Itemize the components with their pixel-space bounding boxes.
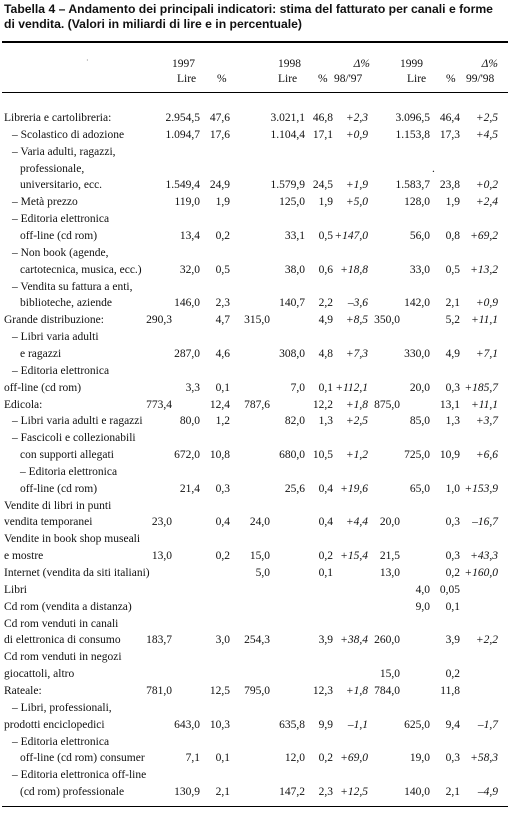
- cell-a: 146,0: [174, 297, 200, 310]
- cell-h: +69,2: [470, 230, 498, 242]
- cell-d: 1,9: [318, 196, 333, 209]
- cell-e: +1,8: [345, 684, 368, 697]
- header-lire-1998: Lire: [278, 73, 298, 85]
- table-row: [0, 767, 510, 783]
- cell-b: 0,4: [215, 516, 230, 529]
- table-row: [0, 430, 510, 446]
- cell-f0: 784,0: [374, 684, 400, 697]
- cell-d: 17,1: [312, 128, 333, 141]
- cell-f: 19,0: [409, 752, 430, 765]
- cell-h: +58,3: [470, 752, 498, 765]
- row-label: professionale,: [20, 162, 85, 175]
- row-label: – Libri varia adulti e ragazzi: [12, 415, 143, 428]
- row-label: Vendite in book shop museali: [4, 533, 141, 546]
- cell-d: 9,9: [318, 718, 333, 731]
- table-row: [0, 666, 510, 682]
- cell-h: +7,1: [475, 347, 498, 360]
- cell-b: 12,5: [209, 684, 230, 697]
- cell-f: 4,0: [415, 583, 430, 596]
- stray-mark: ·: [86, 56, 89, 65]
- header-pct-1997: %: [217, 73, 227, 85]
- cell-c0: 15,0: [249, 550, 270, 563]
- cell-d: 0,4: [318, 516, 333, 529]
- row-label: Rateale:: [4, 684, 42, 697]
- header-pct-1999: %: [446, 73, 456, 85]
- header-rule: [2, 92, 508, 93]
- cell-c: 12,0: [284, 752, 305, 765]
- cell-f: 725,0: [404, 449, 430, 461]
- cell-a: 119,0: [174, 196, 200, 209]
- table-row: [0, 144, 510, 160]
- cell-b: 3,0: [215, 634, 230, 647]
- header-delta-99: Δ%: [481, 58, 498, 70]
- cell-c: 308,0: [279, 347, 305, 360]
- table-row: [0, 397, 510, 413]
- cell-a: 32,0: [179, 263, 200, 276]
- cell-g: 0,3: [445, 752, 460, 765]
- cell-b: 0,1: [215, 752, 230, 765]
- cell-a: 3,3: [185, 381, 200, 394]
- row-label: off-line (cd rom) consumer: [20, 752, 145, 765]
- cell-a: 2.954,5: [165, 112, 200, 124]
- cell-d: 0,6: [318, 263, 333, 276]
- cell-g: 10,9: [439, 449, 460, 461]
- cell-a0: 290,3: [146, 314, 172, 327]
- cell-e: +0,9: [345, 128, 368, 141]
- cell-b: 24,9: [209, 179, 230, 192]
- cell-a: 7,1: [185, 752, 200, 765]
- cell-h: +0,2: [475, 179, 498, 192]
- row-label: Libreria e cartolibreria:: [4, 112, 112, 124]
- row-label: Edicola:: [4, 398, 43, 411]
- row-label: – Editoria elettronica off-line: [12, 769, 147, 782]
- cell-a0: 13,0: [151, 550, 172, 563]
- table-row: [0, 683, 510, 699]
- bottom-rule: [2, 806, 508, 807]
- cell-h: +153,9: [464, 482, 498, 495]
- cell-c: 25,6: [284, 482, 305, 495]
- cell-h: +2,4: [475, 196, 498, 209]
- row-label: – Metà prezzo: [12, 196, 78, 209]
- cell-c: 1.579,9: [270, 179, 305, 192]
- table-row: [0, 632, 510, 648]
- cell-a: 1.549,4: [165, 179, 200, 192]
- cell-h: +11,1: [470, 314, 498, 327]
- row-label: cartotecnica, musica, ecc.): [20, 263, 142, 276]
- cell-b: 0,1: [215, 381, 230, 394]
- cell-a0: 23,0: [151, 516, 172, 529]
- cell-e: +7,3: [345, 347, 368, 360]
- cell-e: +2,5: [345, 415, 368, 428]
- table-row: [0, 211, 510, 227]
- cell-g: 0,3: [445, 550, 460, 563]
- cell-h: –16,7: [472, 516, 498, 529]
- cell-f0: 20,0: [379, 516, 400, 529]
- cell-g: 0,2: [445, 567, 460, 579]
- row-label: – Libri varia adulti: [12, 331, 99, 344]
- table-row: [0, 447, 510, 463]
- cell-e: +18,8: [340, 263, 368, 276]
- row-label: giocattoli, altro: [4, 668, 75, 681]
- cell-d: 3,9: [318, 634, 333, 647]
- cell-g: 11,8: [440, 684, 460, 697]
- cell-d: 46,8: [312, 112, 333, 124]
- cell-a: 643,0: [174, 718, 200, 731]
- cell-a: 287,0: [174, 347, 200, 360]
- cell-c0: 24,0: [249, 516, 270, 529]
- row-label: Internet (vendita da siti italiani): [4, 567, 150, 579]
- cell-g: 0,3: [445, 516, 460, 529]
- cell-c: 1.104,4: [270, 128, 305, 141]
- cell-e: +112,1: [335, 381, 368, 394]
- cell-g: 0,8: [445, 230, 460, 242]
- row-label: e mostre: [4, 550, 44, 563]
- cell-h: –1,7: [477, 718, 498, 731]
- cell-c: 125,0: [279, 196, 305, 209]
- table-title: Tabella 4 – Andamento dei principali indicatori: stima del fatturato per canali e forme di vendita. (Valori in miliardi di lire e in percentuale): [4, 2, 493, 31]
- cell-f: 33,0: [409, 263, 430, 276]
- table-row: [0, 194, 510, 210]
- cell-g: 0,05: [439, 583, 460, 596]
- cell-c: 33,1: [284, 230, 305, 242]
- cell-f: 56,0: [409, 230, 430, 242]
- cell-b: 17,6: [209, 128, 230, 141]
- cell-c0: 5,0: [255, 567, 270, 579]
- cell-c0: 795,0: [244, 684, 270, 697]
- cell-e: +8,5: [345, 314, 368, 327]
- cell-a: 80,0: [179, 415, 200, 428]
- cell-e: +1,9: [345, 179, 368, 192]
- top-rule: [2, 41, 508, 43]
- cell-a: 1.094,7: [165, 128, 200, 141]
- cell-a: 672,0: [174, 449, 200, 461]
- row-label: – Vendita su fattura a enti,: [12, 280, 133, 293]
- row-label: e ragazzi: [20, 347, 62, 360]
- table-row: [0, 481, 510, 497]
- cell-a0: 183,7: [146, 634, 172, 647]
- cell-c: 140,7: [279, 297, 305, 310]
- cell-h: +43,3: [470, 550, 498, 563]
- table-row: [0, 531, 510, 547]
- table-row: [0, 363, 510, 379]
- cell-f: 65,0: [409, 482, 430, 495]
- cell-f: 140,0: [404, 786, 430, 798]
- cell-g: 5,2: [445, 314, 460, 327]
- cell-d: 10,5: [312, 449, 333, 461]
- cell-e: +19,6: [340, 482, 368, 495]
- table-row: [0, 548, 510, 564]
- table-row: [0, 228, 510, 244]
- cell-b: 10,8: [209, 449, 230, 461]
- cell-d: 24,5: [312, 179, 333, 192]
- table-row: [0, 329, 510, 345]
- cell-f0: 350,0: [374, 314, 400, 327]
- table-row: [0, 161, 510, 177]
- row-label: – Editoria elettronica: [12, 364, 110, 377]
- cell-f: 1.583,7: [395, 179, 430, 192]
- cell-f0: 875,0: [374, 398, 400, 411]
- cell-e: +4,4: [345, 516, 368, 529]
- table-row: [0, 565, 510, 581]
- row-label: Grande distribuzione:: [4, 314, 104, 327]
- cell-b: 0,5: [215, 263, 230, 276]
- cell-d: 2,3: [318, 786, 333, 798]
- cell-g: 4,9: [445, 347, 460, 360]
- cell-f: 1.153,8: [395, 128, 430, 141]
- cell-e: +38,4: [340, 634, 368, 647]
- cell-b: 0,2: [215, 550, 230, 563]
- cell-e: +15,4: [340, 550, 368, 563]
- cell-h: +4,5: [475, 128, 498, 141]
- row-label: – Fascicoli e collezionabili: [12, 432, 136, 445]
- table-row: [0, 599, 510, 615]
- cell-c0: 315,0: [244, 314, 270, 327]
- row-label: con supporti allegati: [20, 449, 114, 461]
- cell-a0: 773,4: [146, 398, 172, 411]
- cell-f0: 260,0: [374, 634, 400, 647]
- cell-c: 82,0: [284, 415, 305, 428]
- row-label: – Varia adulti, ragazzi,: [12, 145, 116, 158]
- cell-g: 0,1: [445, 600, 460, 613]
- cell-d: 0,1: [318, 381, 333, 394]
- row-label: di elettronica di consumo: [4, 634, 121, 647]
- header-delta-98-period: 98/'97: [334, 73, 363, 85]
- header-lire-1997: Lire: [177, 73, 197, 85]
- stray-dot: .: [432, 162, 435, 175]
- table-row: [0, 649, 510, 665]
- cell-b: 10,3: [209, 718, 230, 731]
- table-row: [0, 616, 510, 632]
- cell-f: 142,0: [404, 297, 430, 310]
- cell-g: 1,3: [445, 415, 460, 428]
- header-delta-99-period: 99/'98: [466, 73, 495, 85]
- row-label: – Editoria elettronica: [12, 213, 110, 226]
- cell-a0: 781,0: [146, 684, 172, 697]
- row-label: off-line (cd rom): [20, 230, 98, 242]
- cell-d: 0,2: [318, 752, 333, 765]
- cell-f0: 15,0: [379, 668, 400, 681]
- cell-c0: 254,3: [244, 634, 270, 647]
- cell-c: 7,0: [290, 381, 305, 394]
- cell-b: 12,4: [209, 398, 230, 411]
- header-delta-98: Δ%: [353, 58, 370, 70]
- cell-f: 3.096,5: [395, 112, 430, 124]
- row-label: – Libri, professionali,: [12, 701, 112, 714]
- row-label: – Editoria elettronica: [20, 465, 118, 478]
- header-lire-1999: Lire: [407, 73, 427, 85]
- table-row: [0, 295, 510, 311]
- table-row: [0, 784, 510, 800]
- cell-d: 0,2: [318, 550, 333, 563]
- table-row: [0, 262, 510, 278]
- header-year-1998: 1998: [278, 58, 301, 70]
- row-label: universitario, ecc.: [20, 179, 103, 192]
- cell-d: 12,3: [312, 684, 333, 697]
- cell-b: 2,3: [215, 297, 230, 310]
- table-row: [0, 127, 510, 143]
- cell-b: 2,1: [215, 786, 230, 798]
- cell-a: 130,9: [174, 786, 200, 798]
- table-row: [0, 312, 510, 328]
- row-label: – Scolastico di adozione: [12, 128, 125, 141]
- cell-g: 2,1: [445, 297, 460, 310]
- cell-g: 0,5: [445, 263, 460, 276]
- cell-g: 23,8: [439, 179, 460, 192]
- cell-c: 680,0: [279, 449, 305, 461]
- cell-h: +11,1: [470, 398, 498, 411]
- cell-f0: 13,0: [379, 567, 400, 579]
- header-pct-1998: %: [318, 73, 328, 85]
- cell-g: 3,9: [445, 634, 460, 647]
- row-label: Cd rom venduti in negozi: [4, 651, 122, 664]
- cell-d: 4,9: [318, 314, 333, 327]
- cell-h: –4,9: [477, 786, 498, 798]
- cell-f: 128,0: [404, 196, 430, 209]
- cell-e: –1,1: [347, 718, 368, 731]
- cell-h: +185,7: [464, 381, 498, 394]
- cell-g: 9,4: [445, 718, 460, 731]
- row-label: vendita temporanei: [4, 516, 93, 529]
- cell-c0: 787,6: [244, 398, 270, 411]
- table-row: [0, 177, 510, 193]
- cell-c: 38,0: [284, 263, 305, 276]
- cell-d: 12,2: [312, 398, 333, 411]
- cell-b: 0,2: [215, 230, 230, 242]
- table-row: [0, 734, 510, 750]
- cell-a: 13,4: [179, 230, 200, 242]
- row-label: biblioteche, aziende: [20, 297, 112, 310]
- cell-h: +2,2: [475, 634, 498, 647]
- table-row: [0, 380, 510, 396]
- cell-f: 330,0: [404, 347, 430, 360]
- cell-c: 3.021,1: [270, 112, 305, 124]
- cell-g: 17,3: [439, 128, 460, 141]
- row-label: – Editoria elettronica: [12, 735, 110, 748]
- cell-c: 147,2: [279, 786, 305, 798]
- table-row: [0, 279, 510, 295]
- table-row: [0, 110, 510, 126]
- table-row: [0, 700, 510, 716]
- table-row: [0, 582, 510, 598]
- cell-b: 1,9: [215, 196, 230, 209]
- row-label: – Non book (agende,: [12, 246, 109, 259]
- cell-h: +13,2: [470, 263, 498, 276]
- header-year-1997: 1997: [172, 58, 195, 70]
- cell-e: +1,8: [345, 398, 368, 411]
- row-label: off-line (cd rom): [20, 482, 98, 495]
- cell-g: 1,0: [445, 482, 460, 495]
- cell-f: 85,0: [409, 415, 430, 428]
- table-row: [0, 514, 510, 530]
- row-label: Cd rom (vendita a distanza): [4, 600, 132, 613]
- cell-b: 4,7: [215, 314, 230, 327]
- table-row: [0, 245, 510, 261]
- cell-d: 0,4: [318, 482, 333, 495]
- cell-f: 625,0: [404, 718, 430, 731]
- cell-e: +147,0: [334, 230, 368, 242]
- cell-g: 46,4: [439, 112, 460, 124]
- cell-e: +5,0: [345, 196, 368, 209]
- row-label: Libri: [4, 583, 27, 596]
- cell-g: 13,1: [439, 398, 460, 411]
- cell-h: +6,6: [475, 449, 498, 461]
- cell-a: 21,4: [179, 482, 200, 495]
- cell-f: 9,0: [415, 600, 430, 613]
- cell-e: +69,0: [340, 752, 368, 765]
- row-label: prodotti enciclopedici: [4, 718, 105, 731]
- cell-d: 4,8: [318, 347, 333, 360]
- cell-h: +0,9: [475, 297, 498, 310]
- cell-f0: 21,5: [379, 550, 400, 563]
- table-row: [0, 498, 510, 514]
- cell-e: +12,5: [340, 786, 368, 798]
- table-row: [0, 464, 510, 480]
- cell-b: 47,6: [209, 112, 230, 124]
- cell-h: +2,5: [475, 112, 498, 124]
- cell-g: 0,2: [445, 668, 460, 681]
- cell-b: 0,3: [215, 482, 230, 495]
- cell-e: +2,3: [345, 112, 368, 124]
- cell-f: 20,0: [409, 381, 430, 394]
- cell-d: 2,2: [318, 297, 333, 310]
- table-row: [0, 346, 510, 362]
- cell-c: 635,8: [279, 718, 305, 731]
- row-label: (cd rom) professionale: [20, 786, 125, 798]
- cell-e: –3,6: [347, 297, 368, 310]
- cell-g: 0,3: [445, 381, 460, 394]
- row-label: Cd rom venduti in canali: [4, 617, 119, 630]
- cell-e: +1,2: [345, 449, 368, 461]
- table-row: [0, 413, 510, 429]
- table-row: [0, 750, 510, 766]
- cell-h: +3,7: [475, 415, 498, 428]
- cell-d: 0,5: [318, 230, 333, 242]
- cell-b: 4,6: [215, 347, 230, 360]
- row-label: Vendite di libri in punti: [4, 499, 112, 512]
- row-label: off-line (cd rom): [4, 381, 82, 394]
- cell-d: 1,3: [318, 415, 333, 428]
- cell-g: 1,9: [445, 196, 460, 209]
- cell-b: 1,2: [215, 415, 230, 428]
- cell-g: 2,1: [445, 786, 460, 798]
- table-row: [0, 717, 510, 733]
- header-year-1999: 1999: [400, 58, 423, 70]
- cell-h: +160,0: [464, 567, 498, 579]
- cell-d: 0,1: [318, 567, 333, 579]
